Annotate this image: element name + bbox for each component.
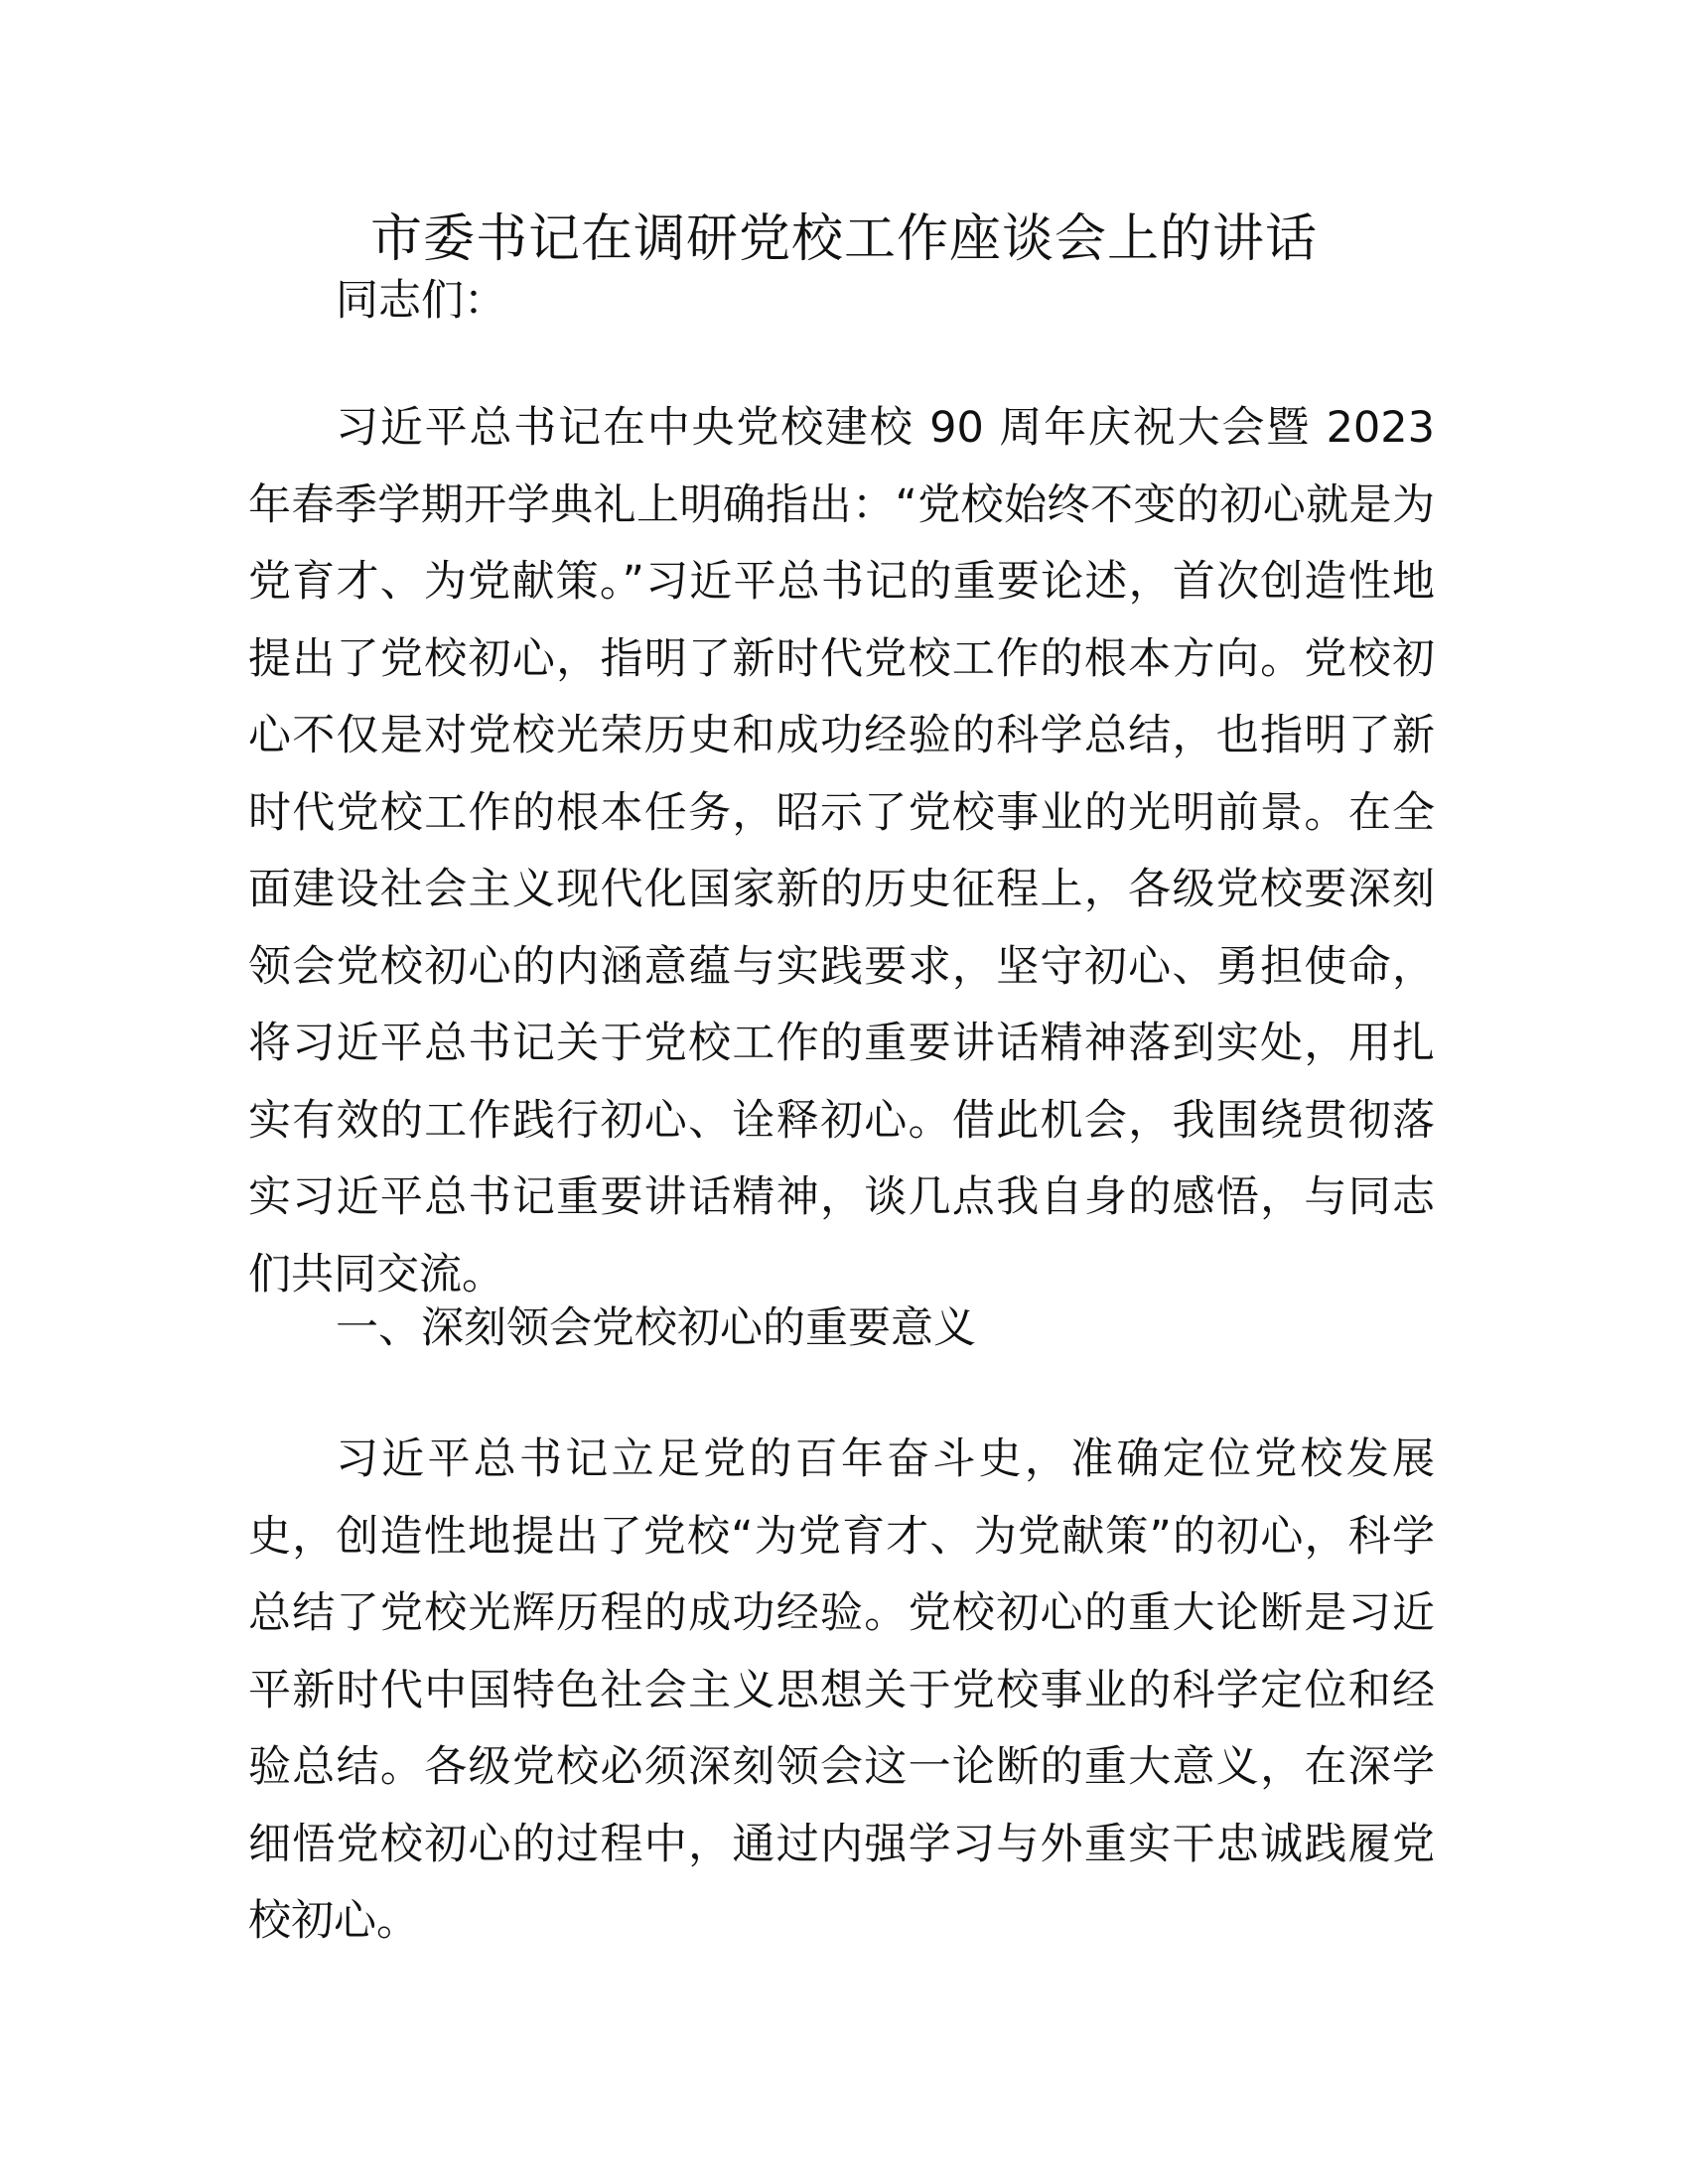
- body-paragraph-2: 习近平总书记立足党的百年奋斗史，准确定位党校发展史，创造性地提出了党校“为党育才、为党献策”的初心，科学总结了党校光辉历程的成功经验。党校初心的重大论断是习近平新时代中国特色社会主义思想关于党校事业的科学定位和经验总结。各级党校必须深刻领会这一论断的重大意义，在深学细悟党校初心的过程中，通过内强学习与外重实干忠诚践履党校初心。: [248, 1434, 1435, 1946]
- section-heading-1: 一、深刻领会党校初心的重要意义: [336, 1303, 976, 1353]
- body-paragraph-1: 习近平总书记在中央党校建校 90 周年庆祝大会暨 2023 年春季学期开学典礼上明确指出：“党校始终不变的初心就是为党育才、为党献策。”习近平总书记的重要论述，首次创造性地提出了党校初心，指明了新时代党校工作的根本方向。党校初心不仅是对党校光荣历史和成功经验的科学总结，也指明了新时代党校工作的根本任务，昭示了党校事业的光明前景。在全面建设社会主义现代化国家新的历史征程上，各级党校要深刻领会党校初心的内涵意蕴与实践要求，坚守初心、勇担使命，将习近平总书记关于党校工作的重要讲话精神落到实处，用扎实有效的工作践行初心、诠释初心。借此机会，我围绕贯彻落实习近平总书记重要讲话精神，谈几点我自身的感悟，与同志们共同交流。: [248, 403, 1435, 1299]
- document-title: 市委书记在调研党校工作座谈会上的讲话: [369, 209, 1318, 269]
- salutation: 同志们：: [336, 276, 506, 326]
